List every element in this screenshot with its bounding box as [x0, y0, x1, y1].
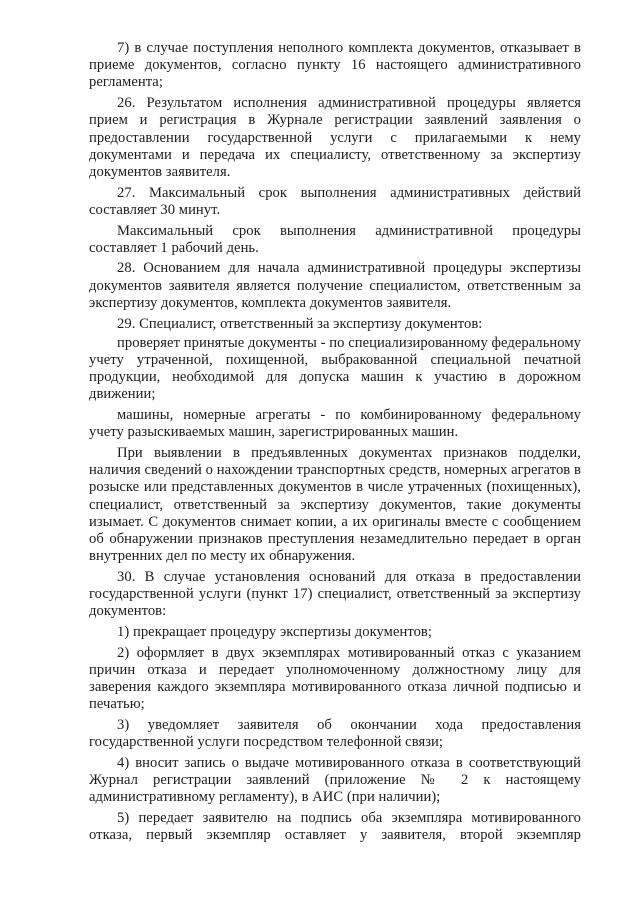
paragraph-27-max-time: 27. Максимальный срок выполнения административных действий составляет 30 минут.: [89, 184, 581, 218]
paragraph-refusal-step-3: 3) уведомляет заявителя об окончании хода предоставления государственной услуги посредством телефонной связи;: [89, 717, 581, 751]
paragraph-item-7-refusal: 7) в случае поступления неполного комплекта документов, отказывает в приеме документов, согласно пункту 16 настоящего административного регламента;: [89, 40, 581, 91]
paragraph-refusal-step-2: 2) оформляет в двух экземплярах мотивированный отказ с указанием причин отказа и передает уполномоченному должностному лицу для заверения каждого экземпляра мотивированного отказа личной подписью и печатью;: [89, 644, 581, 713]
paragraph-refusal-step-5: 5) передает заявителю на подпись оба экземпляра мотивированного отказа, первый экземпляр оставляет у заявителя, второй экземпляр: [89, 810, 581, 844]
paragraph-30-refusal-grounds: 30. В случае установления оснований для отказа в предоставлении государственной услуги (пункт 17) специалист, ответственный за экспертизу документов:: [89, 568, 581, 620]
paragraph-28-basis: 28. Основанием для начала административной процедуры экспертизы документов заявителя является получение специалистом, ответственным за экспертизу документов, комплекта документов заявителя.: [89, 260, 581, 311]
document-page: [89, 40, 581, 848]
paragraph-max-procedure-time: Максимальный срок выполнения административной процедуры составляет 1 рабочий день.: [89, 222, 581, 256]
paragraph-forgery-detection: При выявлении в предъявленных документах признаков подделки, наличия сведений о нахождении транспортных средств, номерных агрегатов в розыске или представленных документов в числе утраченных (похищенных), специалист, ответственный за экспертизу документов, такие документы изымает. С документов снимает копии, а их оригиналы вместе с сообщением об обнаружении признаков преступления незамедлительно передает в орган внутренних дел по месту их обнаружения.: [89, 444, 581, 565]
paragraph-29-specialist: 29. Специалист, ответственный за экспертизу документов:: [117, 315, 483, 332]
paragraph-26-result: 26. Результатом исполнения административной процедуры является прием и регистрация в Журнале регистрации заявлений заявления о предоставлении государственной услуги с прилагаемыми к нему документами и передача их специалисту, ответственному за экспертизу документов заявителя.: [89, 95, 581, 180]
paragraph-refusal-step-4: 4) вносит запись о выдаче мотивированного отказа в соответствующий Журнал регистрации заявлений (приложение № 2 к настоящему административному регламенту), в АИС (при наличии);: [89, 754, 581, 806]
paragraph-checks-documents: проверяет принятые документы - по специализированному федеральному учету утраченной, похищенной, выбракованной специальной печатной продукции, необходимой для допуска машин к участию в дорожном движении;: [89, 334, 581, 403]
paragraph-refusal-step-1: 1) прекращает процедуру экспертизы документов;: [117, 624, 432, 640]
paragraph-machines-units: машины, номерные агрегаты - по комбинированному федеральному учету разыскиваемых машин, зарегистрированных машин.: [89, 407, 581, 441]
